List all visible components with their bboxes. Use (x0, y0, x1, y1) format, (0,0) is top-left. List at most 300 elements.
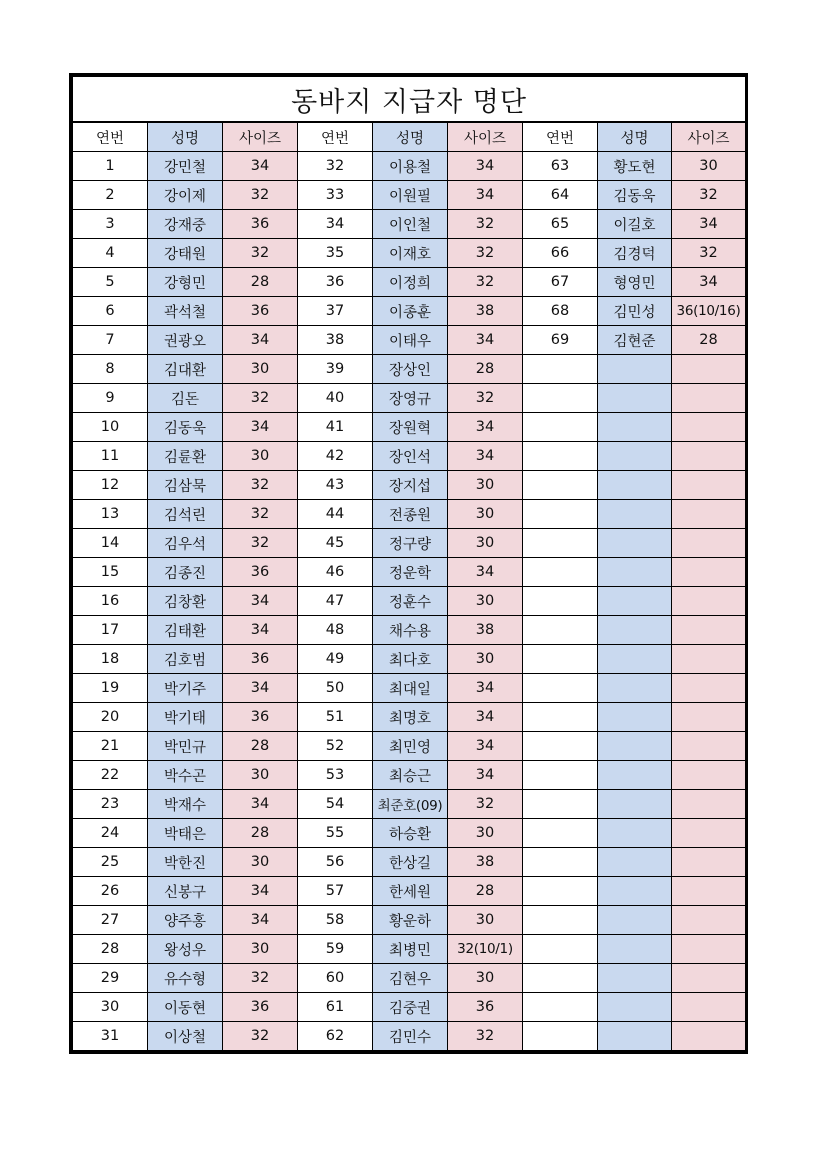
cell-size: 34 (448, 558, 523, 587)
cell-size: 34 (448, 732, 523, 761)
cell-number (523, 500, 598, 529)
cell-number: 14 (73, 529, 148, 558)
table-row (73, 239, 746, 268)
cell-number (523, 877, 598, 906)
cell-size (672, 906, 746, 935)
cell-size (672, 732, 746, 761)
cell-number: 65 (523, 210, 598, 239)
cell-number: 5 (73, 268, 148, 297)
cell-size (672, 935, 746, 964)
cell-number: 26 (73, 877, 148, 906)
cell-size (672, 587, 746, 616)
cell-number: 31 (73, 1022, 148, 1051)
cell-name (598, 558, 672, 587)
cell-name: 최다호 (373, 645, 448, 674)
cell-name (598, 587, 672, 616)
cell-name: 이정희 (373, 268, 448, 297)
cell-size (672, 877, 746, 906)
cell-size: 34 (223, 877, 298, 906)
cell-number: 11 (73, 442, 148, 471)
cell-name: 최병민 (373, 935, 448, 964)
cell-size: 36 (223, 993, 298, 1022)
cell-size: 30 (448, 471, 523, 500)
cell-number: 52 (298, 732, 373, 761)
cell-size: 28 (223, 732, 298, 761)
table-row (73, 558, 746, 587)
cell-name: 최민영 (373, 732, 448, 761)
table-row (73, 152, 746, 181)
roster-table (72, 76, 746, 1051)
cell-size: 34 (672, 268, 746, 297)
cell-number: 2 (73, 181, 148, 210)
cell-name: 박민규 (148, 732, 223, 761)
cell-name: 신봉구 (148, 877, 223, 906)
cell-size: 36 (448, 993, 523, 1022)
cell-name: 박재수 (148, 790, 223, 819)
cell-name: 이재호 (373, 239, 448, 268)
cell-size: 30 (448, 500, 523, 529)
cell-size: 32 (672, 239, 746, 268)
cell-number: 35 (298, 239, 373, 268)
cell-size (672, 500, 746, 529)
cell-number: 38 (298, 326, 373, 355)
cell-number (523, 355, 598, 384)
cell-name: 곽석철 (148, 297, 223, 326)
cell-name: 이종훈 (373, 297, 448, 326)
cell-size (672, 384, 746, 413)
cell-name: 이태우 (373, 326, 448, 355)
cell-size: 28 (448, 355, 523, 384)
cell-size: 36 (223, 210, 298, 239)
table-row (73, 1022, 746, 1051)
cell-name (598, 703, 672, 732)
cell-size: 38 (448, 616, 523, 645)
cell-number: 17 (73, 616, 148, 645)
page-title: 동바지 지급자 명단 (73, 77, 746, 123)
cell-size: 36 (223, 297, 298, 326)
cell-number: 15 (73, 558, 148, 587)
cell-number: 59 (298, 935, 373, 964)
cell-name: 강민철 (148, 152, 223, 181)
cell-name (598, 906, 672, 935)
cell-name: 한세원 (373, 877, 448, 906)
cell-name (598, 384, 672, 413)
cell-name: 양주홍 (148, 906, 223, 935)
cell-name (598, 732, 672, 761)
cell-name: 김태환 (148, 616, 223, 645)
cell-name: 이상철 (148, 1022, 223, 1051)
cell-size: 36(10/16) (672, 297, 746, 326)
cell-number: 13 (73, 500, 148, 529)
cell-size (672, 674, 746, 703)
cell-size: 30 (223, 761, 298, 790)
cell-size: 34 (223, 152, 298, 181)
cell-number (523, 558, 598, 587)
cell-size: 30 (448, 645, 523, 674)
roster-sheet (69, 73, 748, 1054)
cell-size: 32 (672, 181, 746, 210)
cell-name (598, 790, 672, 819)
cell-name: 김중권 (373, 993, 448, 1022)
cell-size: 34 (448, 152, 523, 181)
table-row (73, 616, 746, 645)
cell-name: 박기주 (148, 674, 223, 703)
cell-number: 8 (73, 355, 148, 384)
cell-number: 29 (73, 964, 148, 993)
cell-size: 28 (223, 268, 298, 297)
cell-size: 34 (223, 326, 298, 355)
cell-name: 최명호 (373, 703, 448, 732)
table-row (73, 442, 746, 471)
cell-name: 황운하 (373, 906, 448, 935)
cell-name: 최대일 (373, 674, 448, 703)
cell-name: 장인석 (373, 442, 448, 471)
cell-name: 이인철 (373, 210, 448, 239)
cell-size: 34 (448, 442, 523, 471)
cell-name: 김삼묵 (148, 471, 223, 500)
table-row (73, 819, 746, 848)
cell-number: 25 (73, 848, 148, 877)
cell-size (672, 529, 746, 558)
cell-number (523, 442, 598, 471)
cell-name: 정훈수 (373, 587, 448, 616)
cell-number: 42 (298, 442, 373, 471)
cell-size (672, 790, 746, 819)
cell-size: 34 (448, 413, 523, 442)
cell-name: 정구량 (373, 529, 448, 558)
cell-number: 47 (298, 587, 373, 616)
cell-size (672, 1022, 746, 1051)
cell-name (598, 413, 672, 442)
cell-number: 4 (73, 239, 148, 268)
cell-size: 36 (223, 558, 298, 587)
cell-number: 37 (298, 297, 373, 326)
cell-number: 48 (298, 616, 373, 645)
table-row (73, 471, 746, 500)
cell-number: 23 (73, 790, 148, 819)
table-row (73, 355, 746, 384)
cell-name: 장영규 (373, 384, 448, 413)
header-size: 사이즈 (672, 122, 746, 152)
cell-number: 1 (73, 152, 148, 181)
table-row (73, 297, 746, 326)
cell-number: 18 (73, 645, 148, 674)
cell-size: 36 (223, 703, 298, 732)
cell-size: 32 (223, 384, 298, 413)
cell-size: 32 (448, 384, 523, 413)
cell-name: 김종진 (148, 558, 223, 587)
cell-size: 32 (223, 964, 298, 993)
cell-name: 장원혁 (373, 413, 448, 442)
table-row (73, 993, 746, 1022)
cell-name: 이동현 (148, 993, 223, 1022)
cell-number: 63 (523, 152, 598, 181)
cell-name (598, 993, 672, 1022)
cell-name (598, 529, 672, 558)
cell-size: 34 (223, 413, 298, 442)
cell-number: 6 (73, 297, 148, 326)
cell-size: 34 (223, 587, 298, 616)
cell-name: 하승환 (373, 819, 448, 848)
table-row (73, 877, 746, 906)
cell-number: 50 (298, 674, 373, 703)
cell-name: 장상인 (373, 355, 448, 384)
cell-number: 62 (298, 1022, 373, 1051)
cell-name: 최준호(09) (373, 790, 448, 819)
cell-name: 장지섭 (373, 471, 448, 500)
cell-name: 김창환 (148, 587, 223, 616)
table-row (73, 413, 746, 442)
table-row (73, 703, 746, 732)
cell-name: 이용철 (373, 152, 448, 181)
cell-name: 강태원 (148, 239, 223, 268)
cell-name (598, 645, 672, 674)
cell-name: 김현준 (598, 326, 672, 355)
cell-name: 유수형 (148, 964, 223, 993)
cell-number: 22 (73, 761, 148, 790)
cell-number: 28 (73, 935, 148, 964)
cell-number: 53 (298, 761, 373, 790)
cell-size: 32 (223, 239, 298, 268)
cell-name: 이길호 (598, 210, 672, 239)
cell-number (523, 848, 598, 877)
cell-number (523, 587, 598, 616)
cell-number: 21 (73, 732, 148, 761)
cell-number: 24 (73, 819, 148, 848)
cell-size: 32 (448, 268, 523, 297)
cell-number: 67 (523, 268, 598, 297)
cell-name: 채수용 (373, 616, 448, 645)
cell-name: 김현우 (373, 964, 448, 993)
cell-number: 64 (523, 181, 598, 210)
cell-size: 30 (223, 848, 298, 877)
cell-number: 57 (298, 877, 373, 906)
table-row (73, 210, 746, 239)
cell-size (672, 645, 746, 674)
cell-size (672, 558, 746, 587)
cell-number: 19 (73, 674, 148, 703)
cell-number: 46 (298, 558, 373, 587)
cell-name: 박수곤 (148, 761, 223, 790)
cell-number: 61 (298, 993, 373, 1022)
table-row (73, 181, 746, 210)
cell-size (672, 819, 746, 848)
cell-name: 권광오 (148, 326, 223, 355)
cell-number: 36 (298, 268, 373, 297)
cell-name (598, 500, 672, 529)
cell-name: 김대환 (148, 355, 223, 384)
cell-number: 51 (298, 703, 373, 732)
cell-number (523, 906, 598, 935)
cell-name: 한상길 (373, 848, 448, 877)
table-row (73, 790, 746, 819)
cell-name (598, 761, 672, 790)
cell-name (598, 964, 672, 993)
cell-name: 김경덕 (598, 239, 672, 268)
cell-size: 30 (448, 529, 523, 558)
cell-number: 66 (523, 239, 598, 268)
cell-size: 34 (448, 703, 523, 732)
table-row (73, 964, 746, 993)
cell-number: 33 (298, 181, 373, 210)
cell-number: 44 (298, 500, 373, 529)
cell-number (523, 761, 598, 790)
cell-name (598, 877, 672, 906)
cell-name: 강형민 (148, 268, 223, 297)
table-row (73, 761, 746, 790)
cell-name: 김민수 (373, 1022, 448, 1051)
cell-number: 9 (73, 384, 148, 413)
header-num: 연번 (73, 122, 148, 152)
cell-size: 32 (223, 1022, 298, 1051)
table-row (73, 732, 746, 761)
cell-number (523, 384, 598, 413)
cell-name: 김석린 (148, 500, 223, 529)
cell-number: 49 (298, 645, 373, 674)
header-row (73, 122, 746, 152)
cell-size (672, 355, 746, 384)
cell-size: 34 (223, 616, 298, 645)
header-num: 연번 (298, 122, 373, 152)
cell-size: 32(10/1) (448, 935, 523, 964)
cell-size (672, 761, 746, 790)
cell-number: 20 (73, 703, 148, 732)
cell-size: 32 (223, 529, 298, 558)
cell-size: 34 (223, 790, 298, 819)
table-row (73, 906, 746, 935)
cell-size: 30 (448, 964, 523, 993)
cell-number: 60 (298, 964, 373, 993)
cell-name: 정운학 (373, 558, 448, 587)
cell-number: 58 (298, 906, 373, 935)
table-row (73, 645, 746, 674)
cell-name: 김우석 (148, 529, 223, 558)
cell-size: 28 (672, 326, 746, 355)
cell-name: 김륜환 (148, 442, 223, 471)
cell-size: 30 (448, 819, 523, 848)
table-row (73, 500, 746, 529)
cell-name (598, 471, 672, 500)
cell-name: 박태은 (148, 819, 223, 848)
cell-name (598, 616, 672, 645)
header-size: 사이즈 (448, 122, 523, 152)
cell-name (598, 674, 672, 703)
cell-size: 30 (448, 906, 523, 935)
cell-size: 38 (448, 297, 523, 326)
cell-name: 황도현 (598, 152, 672, 181)
table-row (73, 326, 746, 355)
cell-size (672, 616, 746, 645)
cell-name: 박한진 (148, 848, 223, 877)
cell-size: 30 (223, 442, 298, 471)
cell-number: 27 (73, 906, 148, 935)
cell-number (523, 819, 598, 848)
cell-number: 16 (73, 587, 148, 616)
cell-size: 30 (223, 355, 298, 384)
cell-number (523, 616, 598, 645)
cell-number: 34 (298, 210, 373, 239)
header-size: 사이즈 (223, 122, 298, 152)
cell-size: 32 (223, 181, 298, 210)
cell-size: 34 (672, 210, 746, 239)
cell-number: 43 (298, 471, 373, 500)
cell-name: 김민성 (598, 297, 672, 326)
cell-size: 34 (223, 674, 298, 703)
cell-number (523, 471, 598, 500)
cell-number: 30 (73, 993, 148, 1022)
cell-size (672, 471, 746, 500)
cell-size (672, 442, 746, 471)
cell-size: 34 (448, 181, 523, 210)
header-num: 연번 (523, 122, 598, 152)
cell-size (672, 413, 746, 442)
cell-number (523, 790, 598, 819)
cell-number (523, 645, 598, 674)
cell-number: 55 (298, 819, 373, 848)
cell-number: 7 (73, 326, 148, 355)
cell-size: 34 (448, 761, 523, 790)
cell-number (523, 529, 598, 558)
cell-name: 김동욱 (148, 413, 223, 442)
cell-size: 30 (223, 935, 298, 964)
cell-name: 강이제 (148, 181, 223, 210)
cell-size: 32 (448, 239, 523, 268)
cell-size (672, 993, 746, 1022)
cell-name: 이원필 (373, 181, 448, 210)
cell-number (523, 993, 598, 1022)
cell-name (598, 442, 672, 471)
cell-name (598, 848, 672, 877)
cell-name: 왕성우 (148, 935, 223, 964)
cell-size: 32 (223, 471, 298, 500)
cell-name: 김돈 (148, 384, 223, 413)
cell-number: 39 (298, 355, 373, 384)
cell-size (672, 848, 746, 877)
cell-number: 69 (523, 326, 598, 355)
cell-number (523, 674, 598, 703)
cell-name: 김동욱 (598, 181, 672, 210)
cell-number (523, 935, 598, 964)
cell-name: 김호범 (148, 645, 223, 674)
cell-size (672, 964, 746, 993)
cell-number: 45 (298, 529, 373, 558)
table-row (73, 674, 746, 703)
table-row (73, 848, 746, 877)
cell-size: 30 (448, 587, 523, 616)
cell-name: 형영민 (598, 268, 672, 297)
cell-size: 32 (223, 500, 298, 529)
table-row (73, 384, 746, 413)
cell-number: 10 (73, 413, 148, 442)
header-name: 성명 (598, 122, 672, 152)
cell-name: 전종원 (373, 500, 448, 529)
cell-size: 34 (448, 674, 523, 703)
cell-size: 38 (448, 848, 523, 877)
cell-name (598, 1022, 672, 1051)
cell-size: 32 (448, 790, 523, 819)
cell-number: 32 (298, 152, 373, 181)
cell-name: 강재중 (148, 210, 223, 239)
table-row (73, 935, 746, 964)
cell-name: 최승근 (373, 761, 448, 790)
cell-number (523, 703, 598, 732)
cell-name: 박기태 (148, 703, 223, 732)
cell-number (523, 964, 598, 993)
cell-size: 30 (672, 152, 746, 181)
header-name: 성명 (148, 122, 223, 152)
cell-number (523, 413, 598, 442)
cell-size: 28 (448, 877, 523, 906)
